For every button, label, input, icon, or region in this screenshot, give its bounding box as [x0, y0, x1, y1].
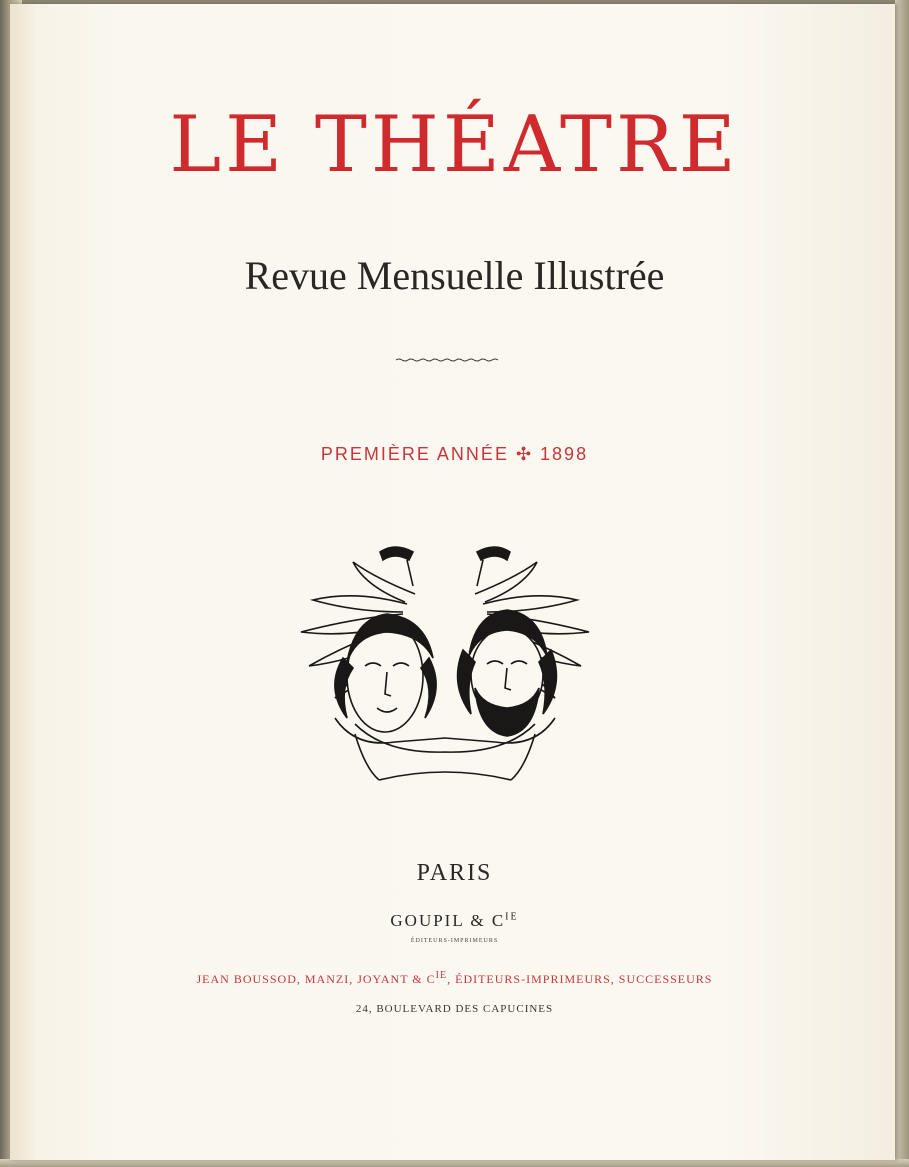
imprint-successors [0, 970, 909, 987]
successors-names: JEAN BOUSSOD, MANZI, JOYANT & C [196, 972, 436, 986]
imprint-publisher-role: ÉDITEURS-IMPRIMEURS [410, 938, 499, 944]
publisher-name: GOUPIL & C [390, 911, 506, 930]
theatre-masks-emblem-icon [295, 538, 595, 786]
page-subtitle: Revue Mensuelle Illustrée [244, 253, 665, 298]
imprint-publisher [0, 911, 909, 931]
successors-sup: IE [435, 970, 448, 981]
decorative-rule [396, 358, 498, 362]
page-title: LE THÉATRE [169, 100, 740, 190]
page-edge-bottom [0, 1159, 909, 1167]
successors-role: , ÉDITEURS-IMPRIMEURS, SUCCESSEURS [447, 972, 713, 986]
imprint-address: 24, BOULEVARD DES CAPUCINES [355, 1003, 554, 1015]
imprint-city: PARIS [416, 860, 493, 886]
edition-year: PREMIÈRE ANNÉE ✣ 1898 [320, 444, 589, 464]
publisher-sup: IE [505, 911, 519, 923]
